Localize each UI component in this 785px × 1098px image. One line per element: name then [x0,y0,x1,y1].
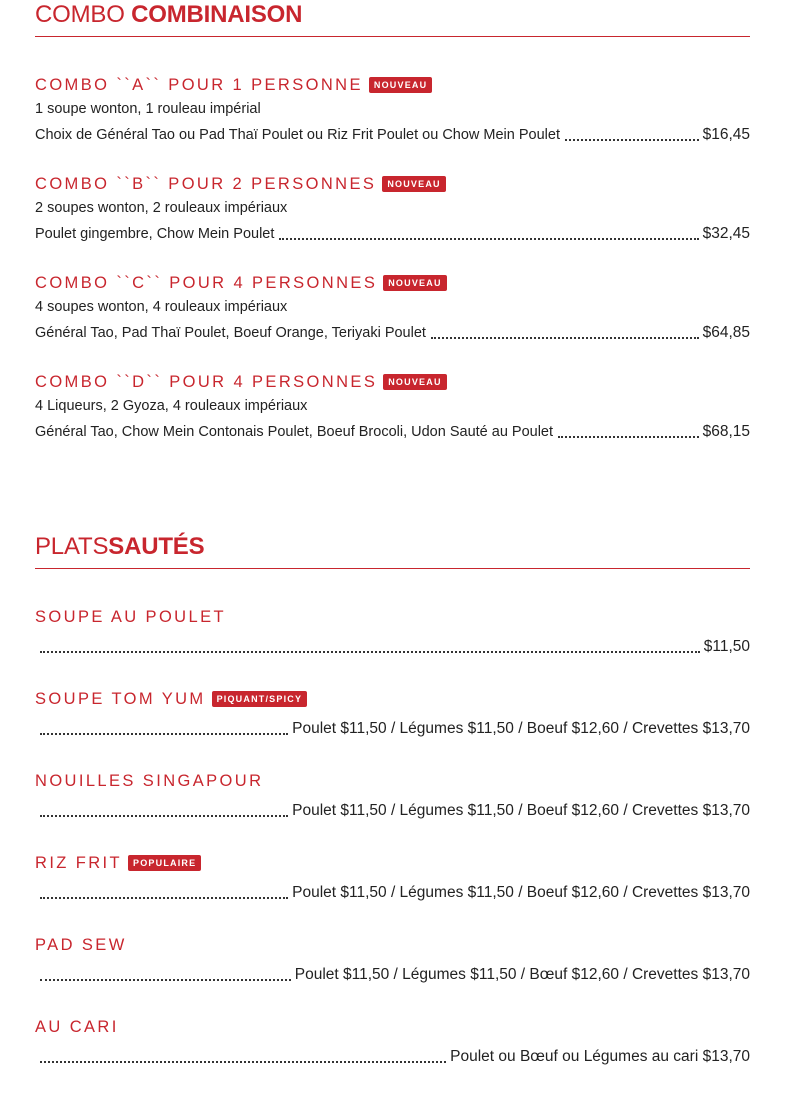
menu-item [35,74,750,145]
menu-item-name: NOUILLES SINGAPOUR [35,771,264,790]
new-badge: NOUVEAU [369,77,432,93]
menu-item [35,852,750,903]
dot-leader [558,436,699,438]
menu-page [35,0,750,1098]
menu-item [35,272,750,343]
menu-item-details: Poulet gingembre, Chow Mein Poulet [35,226,275,242]
plats-items [35,606,750,1067]
combo-title-bold: COMBINAISON [131,1,303,28]
menu-item-description: 4 soupes wonton, 4 rouleaux impériaux [35,299,288,315]
combo-title-light: COMBO [35,1,125,28]
dot-leader [40,1061,446,1063]
menu-item [35,1016,750,1067]
combo-section [35,0,750,442]
dot-leader [40,897,288,899]
menu-item-name: COMBO ``D`` POUR 4 PERSONNES [35,372,378,391]
menu-item-price: $16,45 [702,126,750,143]
menu-item-price: Poulet $11,50 / Légumes $11,50 / Boeuf $12,60 / Crevettes $13,70 [292,802,750,819]
menu-item [35,934,750,985]
menu-item-price: Poulet $11,50 / Légumes $11,50 / Bœuf $12,60 / Crevettes $13,70 [294,966,750,983]
menu-item [35,606,750,657]
combo-items [35,74,750,442]
menu-item-details: Général Tao, Chow Mein Contonais Poulet, Boeuf Brocoli, Udon Sauté au Poulet [35,424,554,440]
dot-leader [40,979,291,981]
menu-item-name: COMBO ``B`` POUR 2 PERSONNES [35,174,377,193]
menu-item-price: Poulet $11,50 / Légumes $11,50 / Boeuf $12,60 / Crevettes $13,70 [292,720,750,737]
plats-title-bold: SAUTÉS [108,533,205,560]
dot-leader [40,651,700,653]
menu-item-name: RIZ FRIT [35,853,123,872]
menu-item-description: 4 Liqueurs, 2 Gyoza, 4 rouleaux impériaux [35,398,308,414]
menu-item-details: Choix de Général Tao ou Pad Thaï Poulet ou Riz Frit Poulet ou Chow Mein Poulet [35,127,560,143]
dot-leader [40,815,288,817]
menu-item-description: 2 soupes wonton, 2 rouleaux impériaux [35,200,288,216]
menu-item-description: 1 soupe wonton, 1 rouleau impérial [35,101,261,117]
plats-section [35,532,750,1067]
dot-leader [565,139,699,141]
menu-item-name: SOUPE AU POULET [35,607,226,626]
new-badge: NOUVEAU [383,275,446,291]
menu-item [35,688,750,739]
menu-item-name: SOUPE TOM YUM [35,689,206,708]
plats-title-light: PLATS [35,533,109,560]
menu-item [35,770,750,821]
menu-item-price: $68,15 [702,423,750,440]
dot-leader [279,238,698,240]
menu-item-name: COMBO ``A`` POUR 1 PERSONNE [35,75,363,94]
menu-item-price: $32,45 [702,225,750,242]
menu-item-price: Poulet $11,50 / Légumes $11,50 / Boeuf $12,60 / Crevettes $13,70 [292,884,750,901]
menu-item-name: PAD SEW [35,935,127,954]
menu-item-price: $64,85 [702,324,750,341]
new-badge: NOUVEAU [383,374,446,390]
dot-leader [431,337,699,339]
menu-item-details: Général Tao, Pad Thaï Poulet, Boeuf Orange, Teriyaki Poulet [35,325,426,341]
menu-item-name: AU CARI [35,1017,119,1036]
menu-item-price: Poulet ou Bœuf ou Légumes au cari $13,70 [450,1048,750,1065]
combo-section-title [35,0,750,37]
popular-badge: POPULAIRE [128,855,201,871]
new-badge: NOUVEAU [382,176,445,192]
spicy-badge: PIQUANT/SPICY [212,691,308,707]
menu-item-price: $11,50 [703,638,750,655]
menu-item [35,173,750,244]
menu-item [35,371,750,442]
plats-section-title [35,532,750,569]
menu-item-name: COMBO ``C`` POUR 4 PERSONNES [35,273,378,292]
dot-leader [40,733,288,735]
